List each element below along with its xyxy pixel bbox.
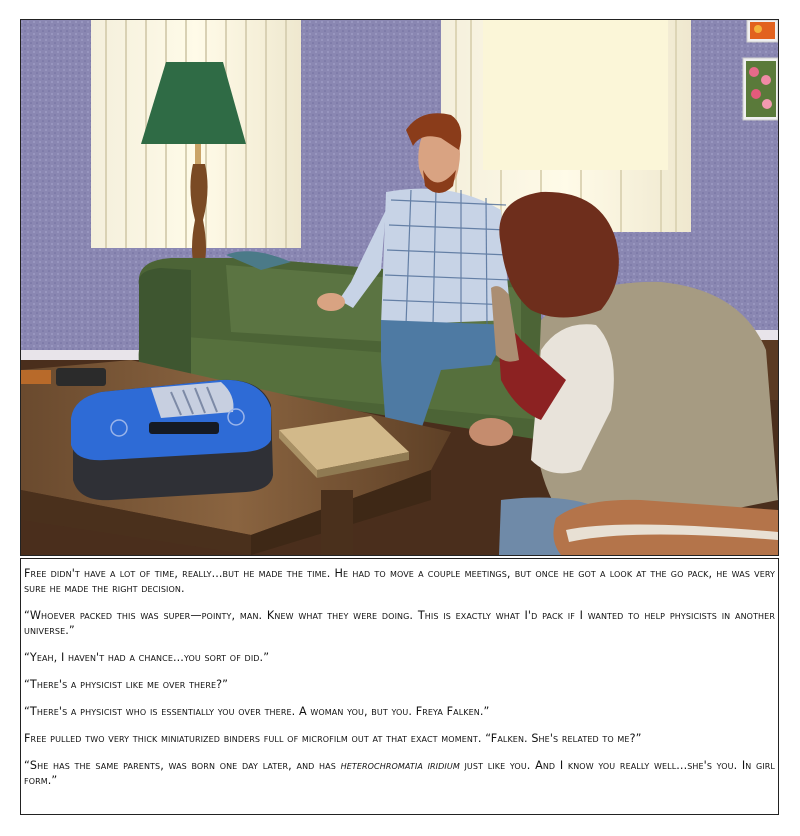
- caption-paragraph: “Yeah, I haven't had a chance...you sort of did.”: [24, 651, 270, 664]
- flower-pictures: [743, 20, 778, 120]
- comic-panel: [20, 19, 779, 556]
- go-pack-case: [71, 380, 273, 500]
- tv-remote: [56, 368, 106, 386]
- caption-box: [20, 558, 779, 815]
- armchair-arm: [553, 500, 778, 555]
- caption-text: just like you. And I know you really well...she's you. In girl form.”: [24, 759, 775, 787]
- caption-text: “She has the same parents, was born one day later, and has: [24, 759, 341, 772]
- living-room-scene: [21, 20, 778, 555]
- caption-paragraph: “There's a physicist who is essentially you over there. A woman you, but you. Freya Falken.”: [24, 705, 490, 718]
- caption-paragraph: Free pulled two very thick miniaturized binders full of microfilm out at that exact moment. “Falken. She's related to me?”: [24, 732, 642, 745]
- caption-paragraph: “Whoever packed this was super—pointy, man. Knew what they were doing. This is exactly what I'd pack if I wanted to help physicists in another universe.”: [24, 609, 775, 637]
- caption-italic-term: heterochromatia iridium: [340, 759, 460, 772]
- caption-paragraph: “There's a physicist like me over there?”: [24, 678, 229, 691]
- caption-paragraph: Free didn't have a lot of time, really...but he made the time. He had to move a couple meetings, but once he got a look at the go pack, he was very sure he made the right decision.: [24, 567, 775, 595]
- caption-paragraph-last: [24, 758, 775, 788]
